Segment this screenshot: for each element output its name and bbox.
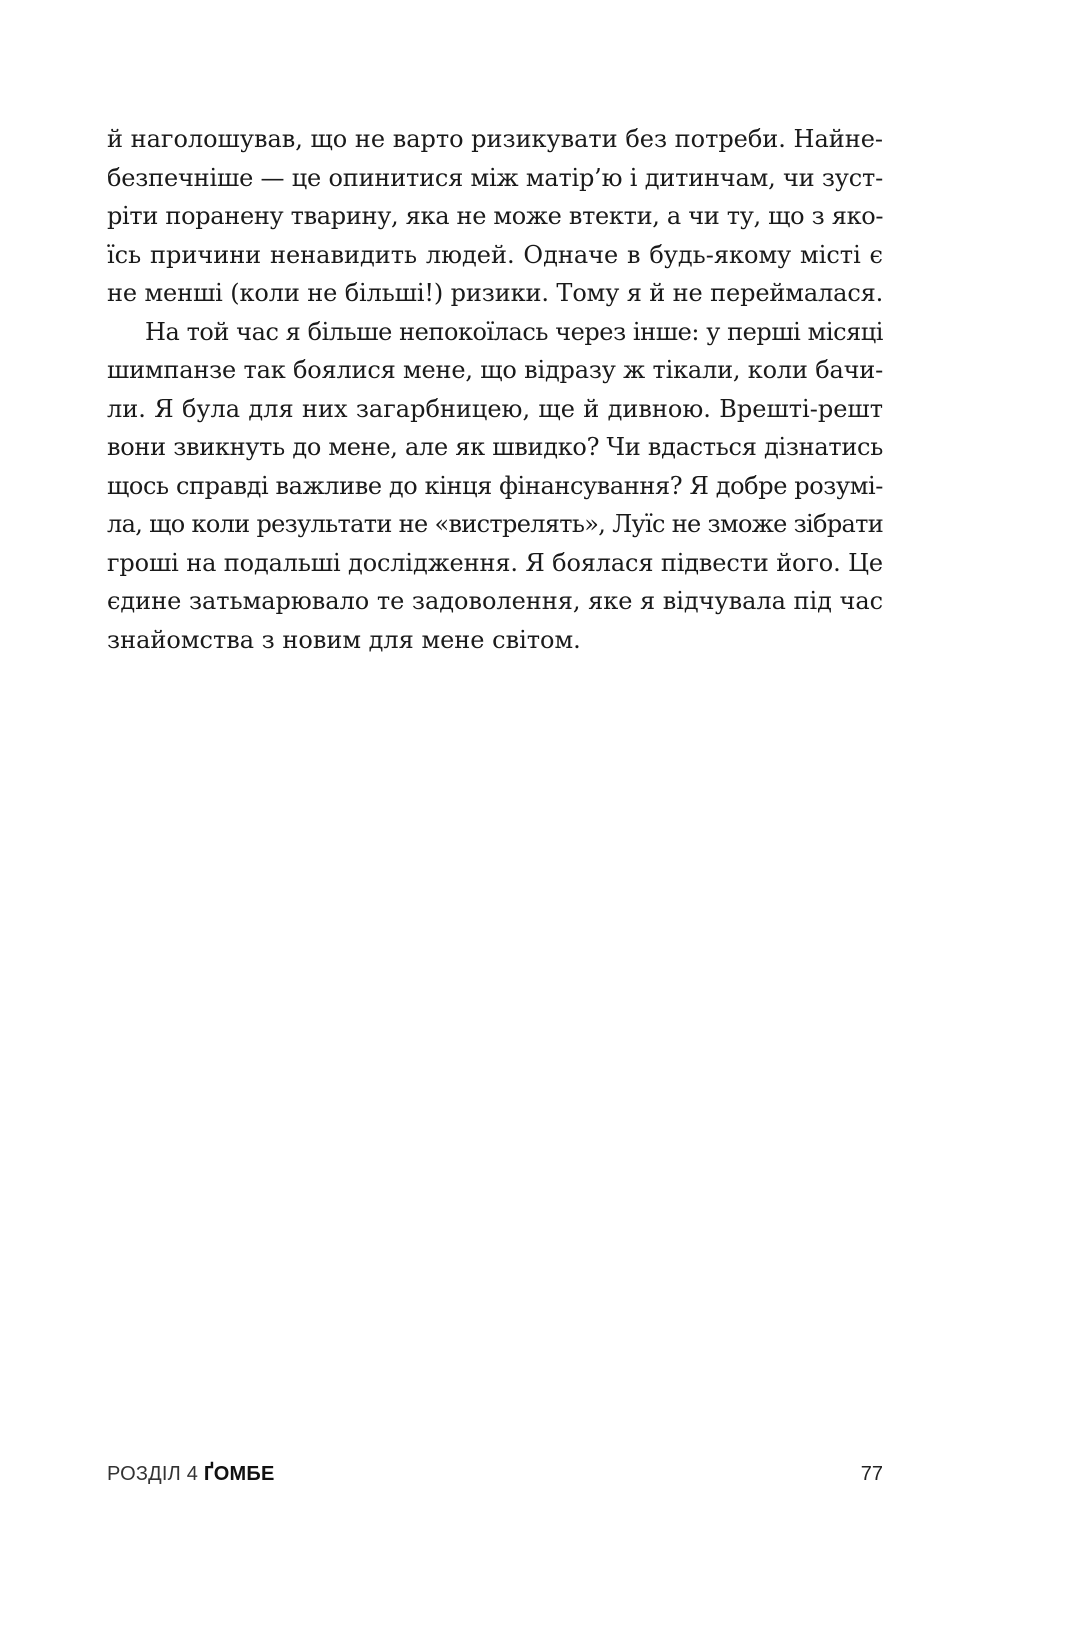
text-line: вони звикнуть до мене, але як швидко? Чи вдасться дізнатись — [107, 433, 883, 461]
body-text — [107, 120, 883, 659]
paragraph-1 — [107, 120, 883, 313]
text-line: шимпанзе так боялися мене, що відразу ж тікали, коли бачи- — [107, 356, 883, 384]
text-line: щось справді важливе до кінця фінансування? Я добре розумі- — [107, 471, 883, 500]
page-footer — [107, 1463, 883, 1493]
text-line: ла, що коли результати не «вистрелять», Луїс не зможе зібрати — [107, 510, 884, 538]
text-line: ріти поранену тварину, яка не може втекти, а чи ту, що з яко- — [107, 202, 884, 230]
paragraph-2 — [107, 313, 883, 660]
text-line: єдине затьмарювало те задоволення, яке я відчувала під час — [107, 587, 884, 615]
text-line: знайомства з новим для мене світом. — [107, 625, 581, 654]
text-line: не менші (коли не більші!) ризики. Тому я й не переймалася. — [107, 279, 884, 307]
text-line: й наголошував, що не варто ризикувати без потреби. Найне- — [107, 125, 883, 153]
running-head — [107, 1463, 274, 1486]
chapter-title: ҐОМБЕ — [203, 1463, 275, 1485]
chapter-label: РОЗДІЛ 4 — [107, 1463, 199, 1485]
text-line: гроші на подальші дослідження. Я боялася підвести його. Це — [107, 548, 883, 577]
text-line: безпечніше — це опинитися між матір’ю і дитинчам, чи зуст- — [107, 163, 883, 192]
page-number: 77 — [860, 1463, 883, 1485]
text-line: На той час я більше непокоїлась через інше: у перші місяці — [145, 317, 883, 346]
text-line: ли. Я була для них загарбницею, ще й дивною. Врешті-решт — [107, 394, 883, 423]
text-line: їсь причини ненавидить людей. Одначе в будь-якому місті є — [107, 240, 883, 269]
